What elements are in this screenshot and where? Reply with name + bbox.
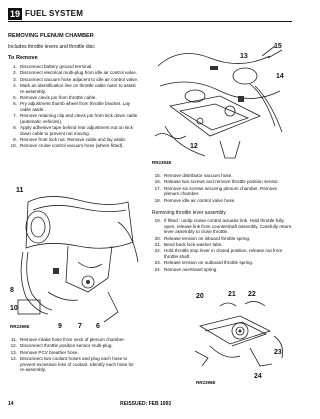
list-item: 19. If fitted ' undip cruise control actuator link. Hold throttle fully open, release link from countershaft assembly. Carefully return lever assembly to close throttle. <box>154 218 292 235</box>
figure-code: RR2394E <box>152 160 172 165</box>
list-item: 21. Bend back lock washer tabs. <box>154 242 223 247</box>
throttle-lever-subheading: Removing throttle lever assembly <box>152 210 226 216</box>
figure-code: RR2395E <box>10 324 30 329</box>
list-item: 8. Apply adhesive tape behind rear adjustment nut on kick down cable to prevent nut moving. <box>13 125 133 136</box>
list-item: 24. Remove overtravel spring. <box>154 266 218 272</box>
callout-24: 24 <box>254 373 262 380</box>
callout-10: 10 <box>10 305 18 312</box>
list-item: 23. Release tension on outboard throttle spring. <box>154 260 254 266</box>
callout-6: 6 <box>96 323 100 330</box>
list-item: 22. Hold throttle stop lever in closed position, release nut from throttle shaft. <box>154 248 283 259</box>
page-title: REMOVING PLENUM CHAMBER <box>8 33 94 39</box>
figure-throttle-lever <box>190 286 292 386</box>
list-item: 17. Remove six screws securing plenum chamber. Remove plenum chamber. <box>154 185 278 197</box>
steps-right-list-2 <box>152 218 292 273</box>
steps-right-list-1 <box>152 173 292 204</box>
list-item: 3. Disconnect vacuum hose adjacent to idle air control valve. <box>13 76 139 82</box>
callout-9: 9 <box>58 323 62 330</box>
list-item: 18. Remove idle air control valve hose. <box>154 197 236 203</box>
figure-plenum-side <box>8 182 143 332</box>
list-item: 5. Remove clevis pin from throttle cable. <box>13 94 97 100</box>
steps-left-list <box>8 64 140 150</box>
callout-23: 23 <box>274 349 282 356</box>
section-title-header: FUEL SYSTEM <box>25 9 84 18</box>
list-item: 20. Release tension on inboard throttle spring. <box>154 235 251 241</box>
callout-7: 7 <box>78 323 82 330</box>
intro-text: Includes throttle levers and throttle disc <box>8 44 95 50</box>
callout-13: 13 <box>240 53 248 60</box>
list-item: 7. Remove retaining clip and clevis pin from kick down cable (automatic vehicles). <box>13 113 138 124</box>
header-rule <box>8 21 292 22</box>
list-item: 6. Pry adjustment thumb wheel from throttle bracket. Lay cable aside. <box>13 101 131 112</box>
list-item: 4. Mark an identification line on throttle cable outer to assist re-assembly. <box>13 82 136 94</box>
list-item: 14. Disconnect two coolant hoses and plug each hose to prevent excessive loss of coolant. Identify each hose for re-assembly. <box>10 355 134 373</box>
plenum-diagram-1 <box>150 36 292 168</box>
list-item: 16. Release two screws and remove throttle position sensor. <box>154 179 279 185</box>
reissue-date: REISSUED: FEB 1993 <box>120 401 172 407</box>
callout-8: 8 <box>10 287 14 294</box>
list-item: 2. Disconnect electrical multi-plug from idle air control valve. <box>13 70 137 76</box>
figure-code: RR2396E <box>196 380 216 385</box>
throttle-lever-diagram <box>190 286 292 386</box>
callout-12: 12 <box>190 143 198 150</box>
list-item: 13. Remove PCV breather hose. <box>10 349 79 355</box>
list-item: 10. Remove cruise control vacuum hose (where fitted). <box>10 143 124 149</box>
list-item: 1. Disconnect battery ground terminal. <box>13 64 93 69</box>
to-remove-heading: To Remove <box>8 55 38 61</box>
callout-14: 14 <box>276 73 284 80</box>
callout-11: 11 <box>16 187 24 194</box>
page-number: 14 <box>8 401 14 407</box>
figure-plenum-top <box>150 36 292 168</box>
list-item: 9. Remove front lock nut. Remove cable and lay aside. <box>13 137 127 143</box>
callout-21: 21 <box>228 291 236 298</box>
section-number-badge: 19 <box>9 9 20 19</box>
list-item: 12. Disconnect throttle position sensor multi-plug. <box>10 343 113 349</box>
callout-15: 15 <box>274 43 282 50</box>
list-item: 15. Remove distributor vacuum hose. <box>154 173 233 178</box>
callout-20: 20 <box>196 293 204 300</box>
list-item: 11. Remove intake hose from neck of plenum chamber. <box>10 337 125 342</box>
plenum-diagram-2 <box>8 182 143 332</box>
callout-22: 22 <box>248 291 256 298</box>
steps-left-list-2 <box>8 337 140 374</box>
